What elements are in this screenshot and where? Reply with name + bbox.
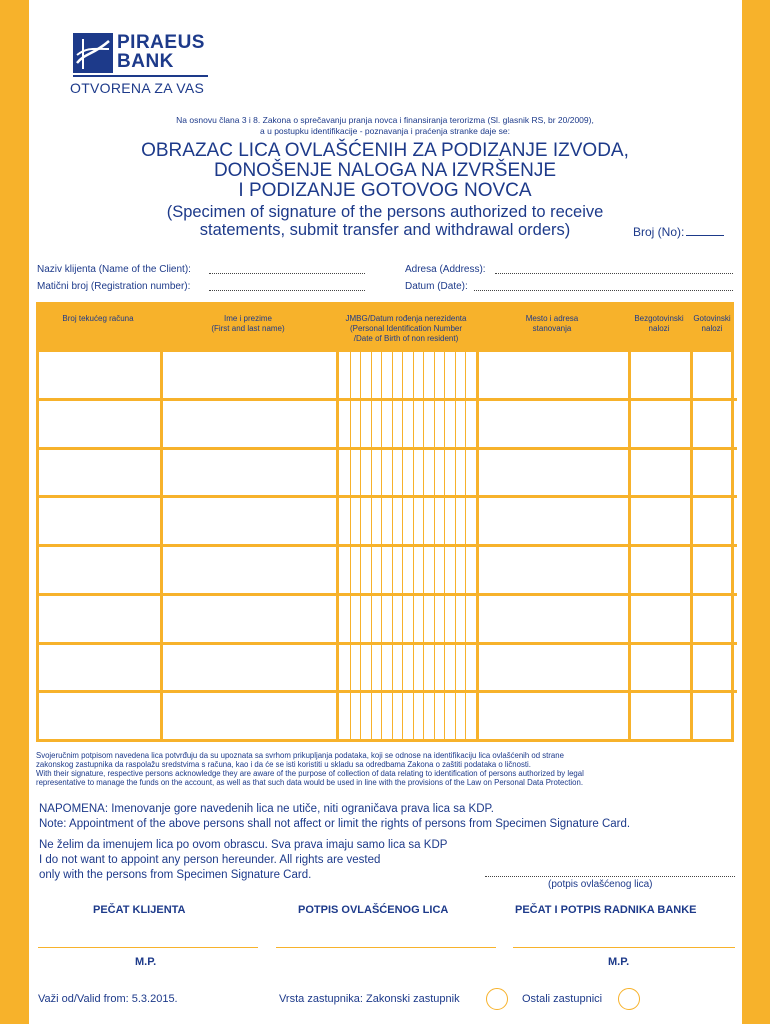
- jmbg-digit-divider: [444, 352, 445, 742]
- rep-type-other-checkbox[interactable]: [618, 988, 640, 1010]
- column-divider: [160, 352, 163, 742]
- row-divider: [39, 447, 737, 450]
- client-stamp-line[interactable]: [38, 947, 258, 948]
- address-line[interactable]: [495, 273, 733, 274]
- jmbg-digit-divider: [371, 352, 372, 742]
- bank-slogan: OTVORENA ZA VAS: [70, 80, 205, 96]
- column-divider: [690, 352, 693, 742]
- form-number-label: Broj (No):: [633, 225, 685, 239]
- col-name: Ime i prezime (First and last name): [211, 314, 285, 333]
- jmbg-digit-divider: [381, 352, 382, 742]
- bank-logo: [40, 33, 210, 98]
- consent-text: Svojeručnim potpisom navedena lica potvrđuju da su upoznata sa svrhom prikupljanja podataka, koji se odnose na identifikaciju lica ovlašćenih od strane zakonskog zastupnika da raspolažu sredstvima s računa, kao i da će se isti koristiti u skladu sa odredbama Zakona o zaštiti podataka o ličnosti. With their signature, respective persons acknowledge they are aware of the purpose of collection of data relating to identification of persons authorized by legal representative to manage the funds on the account, as well as that such data would be used in line with the provisions of the Law on Personal Data Protection.: [36, 751, 584, 787]
- registration-field[interactable]: [37, 281, 367, 292]
- jmbg-digit-divider: [392, 352, 393, 742]
- rep-type-legal-checkbox[interactable]: [486, 988, 508, 1010]
- bank-stamp-label: PEČAT I POTPIS RADNIKA BANKE: [515, 904, 697, 916]
- date-label: Datum (Date):: [405, 281, 468, 292]
- authorized-signature-heading: POTPIS OVLAŠĆENOG LICA: [298, 904, 449, 916]
- bank-name: PIRAEUS BANK: [117, 32, 205, 72]
- client-stamp-label: PEČAT KLIJENTA: [93, 904, 186, 916]
- form-number-field[interactable]: [633, 225, 724, 239]
- jmbg-digit-divider: [413, 352, 414, 742]
- authorized-persons-table: [36, 302, 734, 742]
- row-divider: [39, 642, 737, 645]
- address-label: Adresa (Address):: [405, 264, 486, 275]
- row-divider: [39, 495, 737, 498]
- authorized-signature-label: (potpis ovlašćenog lica): [548, 879, 653, 890]
- col-jmbg: JMBG/Datum rođenja nerezidenta (Personal Identification Number /Date of Birth of non resident): [345, 314, 467, 343]
- authorized-signature-line[interactable]: [485, 876, 735, 877]
- bank-stamp-line[interactable]: [513, 947, 735, 948]
- authorized-signature-box-line[interactable]: [276, 947, 496, 948]
- col-cash-orders: Gotovinski nalozi: [693, 314, 731, 333]
- no-appointment-statement: Ne želim da imenujem lica po ovom obrascu. Sva prava imaju samo lica sa KDP I do not want to appoint any person hereunder. All rights are vested only with the persons from Specimen Signature Card.: [39, 839, 448, 881]
- jmbg-digit-divider: [402, 352, 403, 742]
- table-body[interactable]: [36, 352, 734, 742]
- jmbg-digit-divider: [465, 352, 466, 742]
- row-divider: [39, 398, 737, 401]
- legal-intro: Na osnovu člana 3 i 8. Zakona o sprečavanju pranja novca i finansiranja terorizma (Sl. glasnik RS, br 20/2009), a u postupku identifikacije - poznavanja i praćenja stranke daje se:: [176, 115, 594, 136]
- jmbg-digit-divider: [455, 352, 456, 742]
- logo-rule: [73, 75, 208, 77]
- registration-line[interactable]: [209, 290, 365, 291]
- form-subtitle: (Specimen of signature of the persons authorized to receive statements, submit transfer and withdrawal orders): [166, 203, 604, 239]
- col-address: Mesto i adresa stanovanja: [525, 314, 579, 333]
- jmbg-digit-divider: [434, 352, 435, 742]
- registration-label: Matični broj (Registration number):: [37, 281, 191, 292]
- jmbg-digit-divider: [423, 352, 424, 742]
- napomena-note: NAPOMENA: Imenovanje gore navedenih lica ne utiče, niti ograničava prava lica sa KDP. Note: Appointment of the above persons shall not affect or limit the rights of persons from Specimen Signature Card.: [39, 803, 631, 830]
- address-field[interactable]: [405, 264, 735, 275]
- piraeus-logo-icon: [73, 33, 113, 73]
- jmbg-digit-divider: [360, 352, 361, 742]
- column-divider: [336, 352, 339, 742]
- date-line[interactable]: [474, 290, 733, 291]
- table-header: [36, 302, 734, 352]
- rep-type-other-label: Ostali zastupnici: [522, 993, 603, 1005]
- date-field[interactable]: [405, 281, 735, 292]
- client-name-line[interactable]: [209, 273, 365, 274]
- valid-from: Važi od/Valid from: 5.3.2015.: [38, 993, 178, 1005]
- form-number-line[interactable]: [686, 235, 724, 236]
- rep-type-legal-label: Vrsta zastupnika: Zakonski zastupnik: [279, 993, 460, 1005]
- column-divider: [628, 352, 631, 742]
- row-divider: [39, 690, 737, 693]
- row-divider: [39, 544, 737, 547]
- mp-right: M.P.: [608, 956, 630, 968]
- col-account-number: Broj tekućeg računa: [62, 314, 134, 323]
- mp-left: M.P.: [135, 956, 157, 968]
- client-name-label: Naziv klijenta (Name of the Client):: [37, 264, 191, 275]
- column-divider: [476, 352, 479, 742]
- jmbg-digit-divider: [350, 352, 351, 742]
- client-name-field[interactable]: [37, 264, 367, 275]
- col-noncash-orders: Bezgotovinski nalozi: [634, 314, 684, 333]
- form-title: OBRAZAC LICA OVLAŠĆENIH ZA PODIZANJE IZVODA, DONOŠENJE NALOGA NA IZVRŠENJE I PODIZANJE GOTOVOG NOVCA: [141, 140, 629, 201]
- row-divider: [39, 593, 737, 596]
